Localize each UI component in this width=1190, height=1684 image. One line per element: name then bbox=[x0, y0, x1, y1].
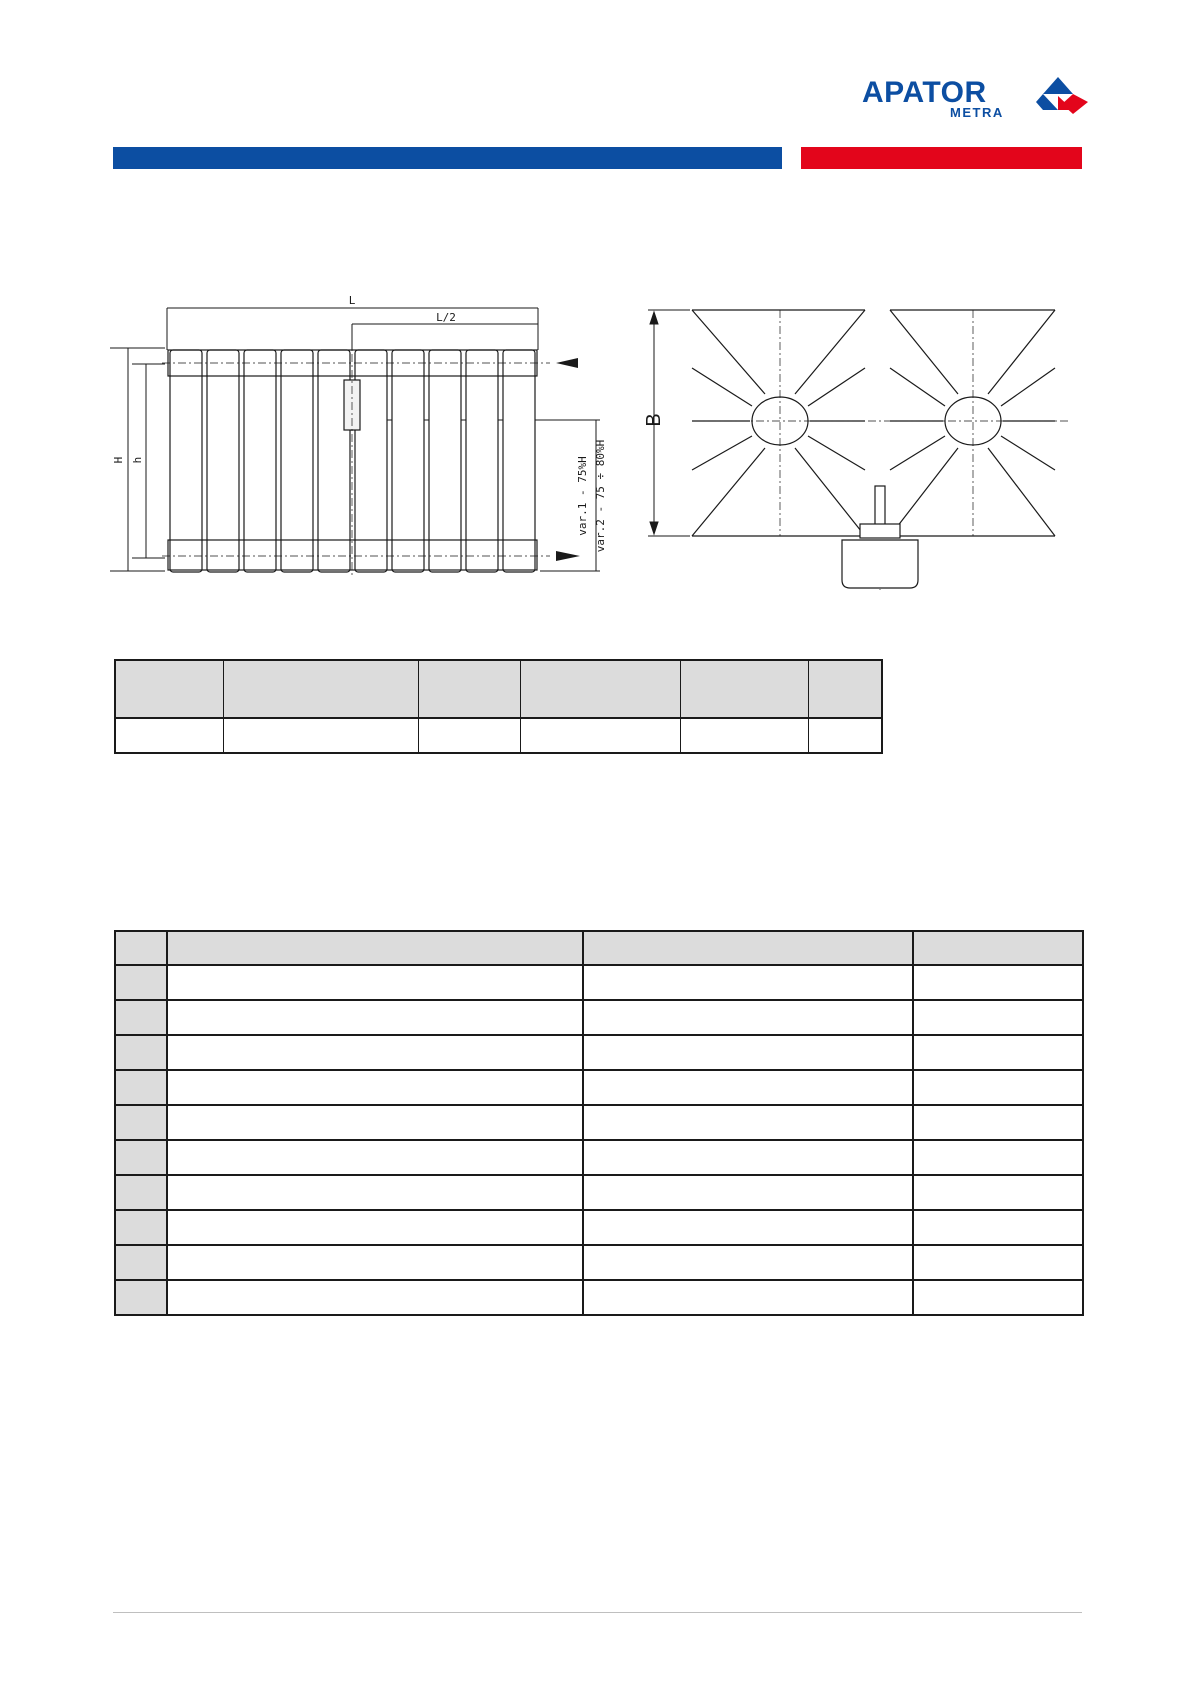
table-cell bbox=[583, 1280, 913, 1315]
header-cell bbox=[115, 931, 167, 965]
apator-metra-logo bbox=[862, 74, 1088, 120]
dimension-label-h: h bbox=[131, 456, 144, 464]
items-table bbox=[114, 930, 1084, 1316]
table-cell bbox=[520, 718, 680, 753]
table-cell bbox=[583, 1000, 913, 1035]
table-cell bbox=[167, 965, 583, 1000]
table-row bbox=[115, 1140, 1083, 1175]
table-cell bbox=[167, 1035, 583, 1070]
row-number-cell bbox=[115, 1280, 167, 1315]
table-row bbox=[115, 1210, 1083, 1245]
section-profile-left bbox=[692, 310, 865, 536]
radiator-side-view-drawing bbox=[640, 298, 1080, 590]
header-cell bbox=[223, 660, 418, 718]
logo-diamond-icon bbox=[1036, 77, 1088, 114]
dimension-label-H: H bbox=[112, 456, 125, 464]
wall-bracket-icon bbox=[842, 486, 918, 588]
table-row bbox=[115, 1245, 1083, 1280]
dimension-label-B: B bbox=[643, 413, 665, 427]
table-cell bbox=[913, 1175, 1083, 1210]
header-cell bbox=[167, 931, 583, 965]
table-cell bbox=[583, 1175, 913, 1210]
radiator-sections bbox=[168, 350, 537, 572]
header-cell bbox=[520, 660, 680, 718]
table-cell bbox=[167, 1105, 583, 1140]
items-table-header bbox=[115, 931, 1083, 965]
table-cell bbox=[913, 1245, 1083, 1280]
table-cell bbox=[583, 965, 913, 1000]
table-cell bbox=[913, 965, 1083, 1000]
table-cell bbox=[223, 718, 418, 753]
table-row bbox=[115, 1035, 1083, 1070]
header-cell bbox=[115, 660, 223, 718]
header-cell bbox=[418, 660, 520, 718]
dimension-label-L: L bbox=[348, 294, 356, 307]
table-cell bbox=[913, 1280, 1083, 1315]
radiator-front-view-drawing bbox=[110, 288, 610, 588]
header-bar-red bbox=[801, 147, 1082, 169]
table-cell bbox=[167, 1000, 583, 1035]
logo-brand-sub: METRA bbox=[950, 105, 1004, 120]
row-number-cell bbox=[115, 1105, 167, 1140]
logo-brand-name: APATOR bbox=[862, 76, 987, 109]
row-number-cell bbox=[115, 1000, 167, 1035]
table-cell bbox=[167, 1210, 583, 1245]
table-cell bbox=[418, 718, 520, 753]
table-cell bbox=[913, 1035, 1083, 1070]
header-bar-blue bbox=[113, 147, 782, 169]
table-cell bbox=[913, 1105, 1083, 1140]
section-profile-right bbox=[890, 310, 1055, 536]
table-cell bbox=[680, 718, 808, 753]
row-number-cell bbox=[115, 1210, 167, 1245]
row-number-cell bbox=[115, 965, 167, 1000]
table-row bbox=[115, 1280, 1083, 1315]
row-number-cell bbox=[115, 1175, 167, 1210]
table-cell bbox=[583, 1140, 913, 1175]
parameters-table-header bbox=[115, 660, 882, 718]
row-number-cell bbox=[115, 1140, 167, 1175]
table-cell bbox=[808, 718, 882, 753]
table-cell bbox=[913, 1210, 1083, 1245]
dimension-label-var1: var.1 - 75%H bbox=[576, 456, 589, 536]
header-cell bbox=[583, 931, 913, 965]
header-cell bbox=[680, 660, 808, 718]
row-number-cell bbox=[115, 1245, 167, 1280]
table-cell bbox=[115, 718, 223, 753]
parameters-table bbox=[114, 659, 883, 754]
table-cell bbox=[583, 1245, 913, 1280]
table-cell bbox=[167, 1140, 583, 1175]
table-row bbox=[115, 965, 1083, 1000]
table-row bbox=[115, 1000, 1083, 1035]
header-cell bbox=[808, 660, 882, 718]
row-number-cell bbox=[115, 1035, 167, 1070]
table-cell bbox=[913, 1070, 1083, 1105]
table-row bbox=[115, 1105, 1083, 1140]
table-cell bbox=[167, 1070, 583, 1105]
dimension-label-var2: var.2 - 75 ÷ 80%H bbox=[594, 439, 607, 553]
table-row bbox=[115, 718, 882, 753]
footer-divider bbox=[113, 1612, 1082, 1613]
table-cell bbox=[167, 1280, 583, 1315]
table-cell bbox=[583, 1105, 913, 1140]
dimension-label-L2: L/2 bbox=[436, 311, 456, 324]
table-cell bbox=[167, 1175, 583, 1210]
table-row bbox=[115, 1175, 1083, 1210]
row-number-cell bbox=[115, 1070, 167, 1105]
table-cell bbox=[583, 1070, 913, 1105]
table-cell bbox=[913, 1140, 1083, 1175]
table-cell bbox=[167, 1245, 583, 1280]
header-cell bbox=[913, 931, 1083, 965]
table-cell bbox=[913, 1000, 1083, 1035]
table-row bbox=[115, 1070, 1083, 1105]
table-cell bbox=[583, 1035, 913, 1070]
table-cell bbox=[583, 1210, 913, 1245]
